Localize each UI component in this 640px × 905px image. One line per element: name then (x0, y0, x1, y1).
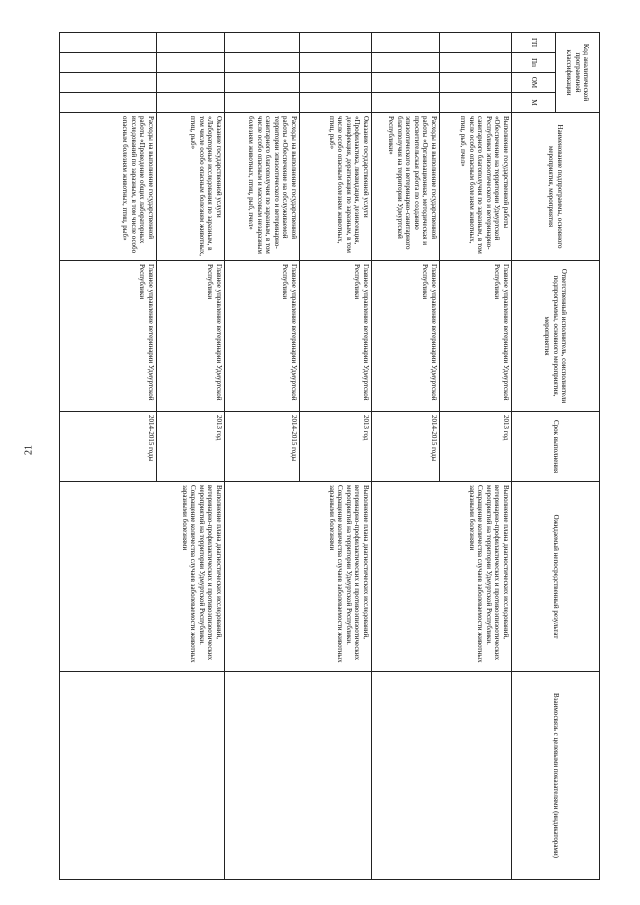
executor-cell: Главное управление ветеринарии Удмуртской Республики (60, 261, 157, 412)
relation-cell (60, 672, 225, 880)
activity-name-cell: Выполнение государственной работы «Обеспечение на территории Удмуртской Республики эпизоотического и ветеринарно-санитарного благополучия по заразным, в том числе особо опасным болезням животных, птиц, рыб, пчел» (440, 113, 512, 261)
code-pp-cell (300, 53, 372, 73)
code-m-cell (372, 93, 440, 113)
code-om-cell (157, 73, 225, 93)
activity-name-cell: Расходы на выполнение государственной работы «Обеспечение на обслуживаемой территории эпизоотического и ветеринарно-санитарного благополучия по заразным, в том числе особо опасным и массовым незаразным болезням животных, птиц, рыб, пчел» (225, 113, 300, 261)
page-number: 21 (23, 445, 35, 455)
code-om-cell (372, 73, 440, 93)
header-code-om: ОМ (512, 73, 556, 93)
code-om-cell (60, 73, 157, 93)
code-om-cell (225, 73, 300, 93)
header-relation: Взаимосвязь с целевыми показателями (индикаторами) (512, 672, 600, 880)
header-result: Ожидаемый непосредственный результат (512, 482, 600, 672)
term-cell: 2013 год (157, 412, 225, 482)
term-cell: 2014-2015 годы (225, 412, 300, 482)
header-code-gp: ГП (512, 33, 556, 53)
executor-cell: Главное управление ветеринарии Удмуртской Республики (225, 261, 300, 412)
code-m-cell (440, 93, 512, 113)
code-gp-cell (157, 33, 225, 53)
executor-cell: Главное управление ветеринарии Удмуртской Республики (157, 261, 225, 412)
table-row (300, 33, 372, 880)
executor-cell: Главное управление ветеринарии Удмуртской Республики (300, 261, 372, 412)
term-cell: 2013 год (440, 412, 512, 482)
code-gp-cell (372, 33, 440, 53)
table-row (440, 33, 512, 880)
code-gp-cell (300, 33, 372, 53)
term-cell: 2014-2015 годы (372, 412, 440, 482)
activity-name-cell: Оказание государственной услуги «Лабораторные исследования по заразным, в том числе особо опасным болезням животных, птиц, рыб» (157, 113, 225, 261)
code-pp-cell (157, 53, 225, 73)
header-executor: Ответственный исполнитель, соисполнители подпрограммы, основного мероприятия, мероприятия (512, 261, 600, 412)
result-cell: Выполнение плана диагностических исследований, ветеринарно-профилактических и противоэпизоотических мероприятий на территории Удмуртской Республики. Сокращение количества случаев заболеваемости животных заразными болезнями (225, 482, 372, 672)
code-gp-cell (60, 33, 157, 53)
code-pp-cell (440, 53, 512, 73)
code-om-cell (300, 73, 372, 93)
term-cell: 2014-2015 годы (60, 412, 157, 482)
executor-cell: Главное управление ветеринарии Удмуртской Республики (440, 261, 512, 412)
code-m-cell (157, 93, 225, 113)
header-name: Наименование подпрограммы, основного мероприятия, мероприятия (512, 113, 600, 261)
header-code-group: Код аналитической программной классификации (556, 33, 600, 113)
table-row (157, 33, 225, 880)
code-m-cell (60, 93, 157, 113)
code-pp-cell (372, 53, 440, 73)
code-gp-cell (440, 33, 512, 53)
result-cell: Выполнение плана диагностических исследований, ветеринарно-профилактических и противоэпизоотических мероприятий на территории Удмуртской Республики. Сокращение количества случаев заболеваемости животных заразными болезнями (60, 482, 225, 672)
code-om-cell (440, 73, 512, 93)
header-code-m: М (512, 93, 556, 113)
code-m-cell (225, 93, 300, 113)
code-pp-cell (225, 53, 300, 73)
rotated-page-content (60, 32, 600, 879)
code-m-cell (300, 93, 372, 113)
code-pp-cell (60, 53, 157, 73)
executor-cell: Главное управление ветеринарии Удмуртской Республики (372, 261, 440, 412)
header-code-pp: Пп (512, 53, 556, 73)
term-cell: 2013 год (300, 412, 372, 482)
program-activities-table (59, 32, 600, 880)
header-term: Срок выполнения (512, 412, 600, 482)
activity-name-cell: Расходы на выполнение государственной работы «Проведение общих лабораторных исследований по заразным, в том числе особо опасным болезням животных, птиц, рыб» (60, 113, 157, 261)
relation-cell (372, 672, 512, 880)
result-cell: Выполнение плана диагностических исследований, ветеринарно-профилактических и противоэпизоотических мероприятий на территории Удмуртской Республики. Сокращение количества случаев заболеваемости животных заразными болезнями (372, 482, 512, 672)
relation-cell (225, 672, 372, 880)
code-gp-cell (225, 33, 300, 53)
header-row-top (556, 33, 600, 880)
activity-name-cell: Оказание государственной услуги «Профилактика, ликвидация, дезинсекция, дезинфекция, дератизация по заразным, в том числе особо опасным болезням животных, птиц, рыб» (300, 113, 372, 261)
activity-name-cell: Расходы на выполнение государственной работы «Организационная, методическая и просветительская работа по созданию эпизоотического и ветеринарно-санитарного благополучия на территории Удмуртской Республики» (372, 113, 440, 261)
